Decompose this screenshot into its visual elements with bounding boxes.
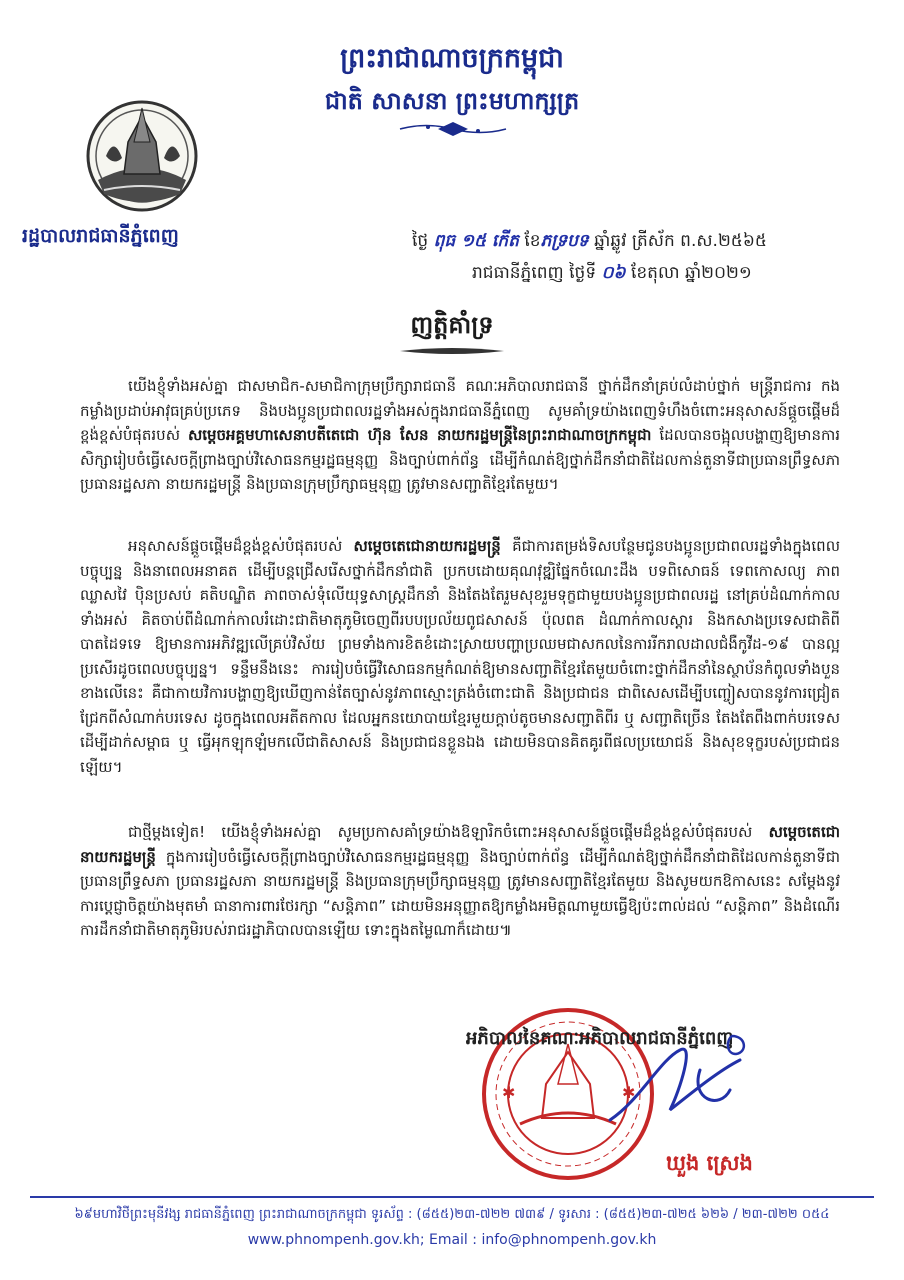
paragraph-2-text-b: គឺជាការតម្រង់ទិសបន្ថែមជូនបងប្អូនប្រជាពលរដ្ឋទាំងក្នុងពេលបច្ចុប្បន្ន និងនាពេលអនាគត ដើម្បីបន្តជ្រើសរើសថ្នាក់ដឹកនាំជាតិ ប្រកបដោយគុណវុឌ្ឍិផ្នែកចំណេះដឹង បទពិសោធន៍ ទេពកោសល្យ ភាពឈ្លាសវៃ ប៉ិនប្រសប់ គតិបណ្ឌិត ភាពចាស់ទុំលើយុទ្ធសាស្ត្រដឹកនាំ និងតែងតែរួមសុខរួមទុក្ខជាមួយបងប្អូនប្រជាពលរដ្ឋ នៅគ្រប់ដំណាក់កាលទាំងអស់ គិតចាប់ពីដំណាក់កាលរំដោះជាតិមាតុភូមិចេញពីរបបប្រល័យពូជសាសន៍ ប៉ុលពត ដំណាក់កាលស្តារ និងកសាងប្រទេសជាតិពីបាតដៃទទេ ឱ្យមានការអភិវឌ្ឍលើគ្រប់វិស័យ ព្រមទាំងការខិតខំដោះស្រាយបញ្ហាប្រឈមជាសកលនៃការរីករាលដាលជំងឺកូវីដ-១៩ បានល្អប្រសើរដូចពេលបច្ចុប្បន្ន។ ទន្ទឹមនឹងនេះ ការរៀបចំធ្វើវិសោធនកម្មកំណត់ឱ្យមានសញ្ជាតិខ្មែរតែមួយចំពោះថ្នាក់ដឹកនាំនៃស្ថាប័នកំពូលទាំងបួនខាងលើនេះ គឺជាកាយវិការបង្ហាញឱ្យឃើញកាន់តែច្បាស់នូវភាពស្មោះត្រង់ចំពោះជាតិ និងប្រជាជន ជាពិសេសដើម្បីបញ្ចៀសបាននូវការជ្រៀតជ្រែកពីសំណាក់បរទេស ដូចក្នុងពេលអតីតកាល ដែលអ្នកនយោបាយខ្មែរមួយក្តាប់តូចមានសញ្ជាតិពីរ ឬ សញ្ជាតិច្រើន តែងតែពឹងពាក់បរទេស ដើម្បីដាក់សម្ពាធ ឬ ធ្វើអុកឡុកឡំមកលើជាតិសាសន៍ និងប្រជាជនខ្លួនឯង ដោយមិនបានគិតគូរពីផលប្រយោជន៍ និងសុខទុក្ខរបស់ប្រជាជនឡើយ។ xyxy=(80,537,840,776)
lunar-date-line xyxy=(412,230,767,255)
svg-text:✱: ✱ xyxy=(622,1083,636,1102)
paragraph-3-text-a: ជាថ្មីម្តងទៀត! យើងខ្ញុំទាំងអស់គ្នា សូមប្រកាសគាំទ្រយ៉ាងឱឡារិកចំពោះអនុសាសន៍ផ្តួចផ្តើមដ៏ខ្ពង់ខ្ពស់បំផុតរបស់ xyxy=(128,823,769,841)
paragraph-3 xyxy=(80,820,840,943)
phnom-penh-emblem-icon xyxy=(84,96,200,216)
title-divider-icon xyxy=(398,346,506,356)
kingdom-heading: ព្រះរាជាណាចក្រកម្ពុជា xyxy=(340,43,564,74)
place-prefix: រាជធានីភ្នំពេញ ថ្ងៃទី xyxy=(472,263,597,283)
paragraph-1 xyxy=(80,374,840,497)
footer-address: ៦៩មហាវិថីព្រះមុនីវង្ស រាជធានីភ្នំពេញ ព្រះរាជាណាចក្រកម្ពុជា ទូរស័ព្ទ : (៨៥៥)២៣-៧២២ ៧៣៩ / ទូរសារ : (៨៥៥)២៣-៧២៥ ៦២៦ / ២៣-៧២២ ០៥៤ xyxy=(74,1207,830,1222)
ornament-divider-icon xyxy=(398,120,508,138)
footer-website: www.phnompenh.gov.kh; Email : info@phnompenh.gov.kh xyxy=(247,1232,657,1248)
paragraph-2-bold: សម្តេចតេជោនាយករដ្ឋមន្ត្រី xyxy=(353,537,501,555)
motto-heading: ជាតិ សាសនា ព្រះមហាក្សត្រ xyxy=(324,86,580,115)
paragraph-1-text-a: យើងខ្ញុំទាំងអស់គ្នា ជាសមាជិក-សមាជិកាក្រុមប្រឹក្សារាជធានី គណៈអភិបាលរាជធានី ថ្នាក់ដឹកនាំគ្រប់លំដាប់ថ្នាក់ មន្ត្រីរាជការ កងកម្លាំងប្រដាប់អាវុធគ្រប់ប្រភេទ និងបងប្អូនប្រជាពលរដ្ឋទាំងអស់ក្នុងរាជធានីភ្នំពេញ សូមគាំទ្រយ៉ាងពេញទំហឹងចំពោះអនុសាសន៍ផ្ដួចផ្ដើមដ៏ខ្ពង់ខ្ពស់បំផុតរបស់ xyxy=(80,377,840,444)
day-handwritten: ០៦ xyxy=(601,263,626,283)
issuing-authority: រដ្ឋបាលរាជធានីភ្នំពេញ xyxy=(22,225,179,247)
paragraph-2-text-a: អនុសាសន៍ផ្តួចផ្តើមដ៏ខ្ពង់ខ្ពស់បំផុតរបស់ xyxy=(128,537,354,555)
document-title: ញត្តិគាំទ្រ xyxy=(410,311,494,339)
lunar-month-handwritten: ភទ្របទ xyxy=(540,231,589,251)
month-year: ខែតុលា ឆ្នាំ២០២១ xyxy=(631,263,752,283)
paragraph-3-text-b: ក្នុងការរៀបចំធ្វើសេចក្តីព្រាងច្បាប់វិសោធនកម្មរដ្ឋធម្មនុញ្ញ និងច្បាប់ពាក់ព័ន្ធ ដើម្បីកំណត់ឱ្យថ្នាក់ដឹកនាំជាតិដែលកាន់តួនាទីជាប្រធានព្រឹទ្ធសភា ប្រធានរដ្ឋសភា នាយករដ្ឋមន្ត្រី និងប្រធានក្រុមប្រឹក្សាធម្មនុញ្ញ ត្រូវមានសញ្ជាតិខ្មែរតែមួយ និងសូមយកឱកាសនេះ សម្តែងនូវការប្តេជ្ញាចិត្តយ៉ាងមុតមាំ ធានាការពារថែរក្សា “សន្តិភាព” ដោយមិនអនុញ្ញាតឱ្យកម្លាំងអមិត្តណាមួយធ្វើឱ្យប៉ះពាល់ដល់ “សន្តិភាព” និងដំណើរការដឹកនាំជាតិមាតុភូមិរបស់រាជរដ្ឋាភិបាលបានឡើយ ទោះក្នុងតម្លៃណាក៏ដោយ៕ xyxy=(80,847,840,939)
signature-icon xyxy=(600,1030,750,1140)
paragraph-3-bold: សម្តេចតេជោនាយករដ្ឋមន្ត្រី xyxy=(80,823,840,866)
lunar-day-handwritten: ពុធ ១៥ កើត xyxy=(433,231,519,251)
month-prefix: ខែ xyxy=(524,231,541,251)
paragraph-2 xyxy=(80,534,840,779)
lunar-prefix: ថ្ងៃ xyxy=(412,231,429,251)
signatory-title: អភិបាលនៃគណៈអភិបាលរាជធានីភ្នំពេញ xyxy=(466,1028,734,1049)
lunar-year: ឆ្នាំឆ្លូវ ត្រីស័ក ព.ស.២៥៦៥ xyxy=(594,231,767,251)
solar-date-line xyxy=(472,262,752,287)
signatory-name: ឃួង ស្រេង xyxy=(666,1150,753,1175)
svg-text:✱: ✱ xyxy=(502,1083,516,1102)
footer-divider xyxy=(30,1196,874,1198)
paragraph-1-text-b: ដែលបានចង្អុលបង្ហាញឱ្យមានការសិក្សារៀបចំធ្វើសេចក្តីព្រាងច្បាប់វិសោធនកម្មរដ្ឋធម្មនុញ្ញ និងច្បាប់ពាក់ព័ន្ធ ដើម្បីកំណត់ឱ្យថ្នាក់ដឹកនាំជាតិដែលកាន់តួនាទីជាប្រធានព្រឹទ្ធសភា ប្រធានរដ្ឋសភា នាយករដ្ឋមន្ត្រី និងប្រធានក្រុមប្រឹក្សាធម្មនុញ្ញ ត្រូវមានសញ្ជាតិខ្មែរតែមួយ។ xyxy=(80,426,841,493)
paragraph-1-bold: សម្តេចអគ្គមហាសេនាបតីតេជោ ហ៊ុន សែន នាយករដ្ឋមន្ត្រីនៃព្រះរាជាណាចក្រកម្ពុជា xyxy=(187,426,652,444)
